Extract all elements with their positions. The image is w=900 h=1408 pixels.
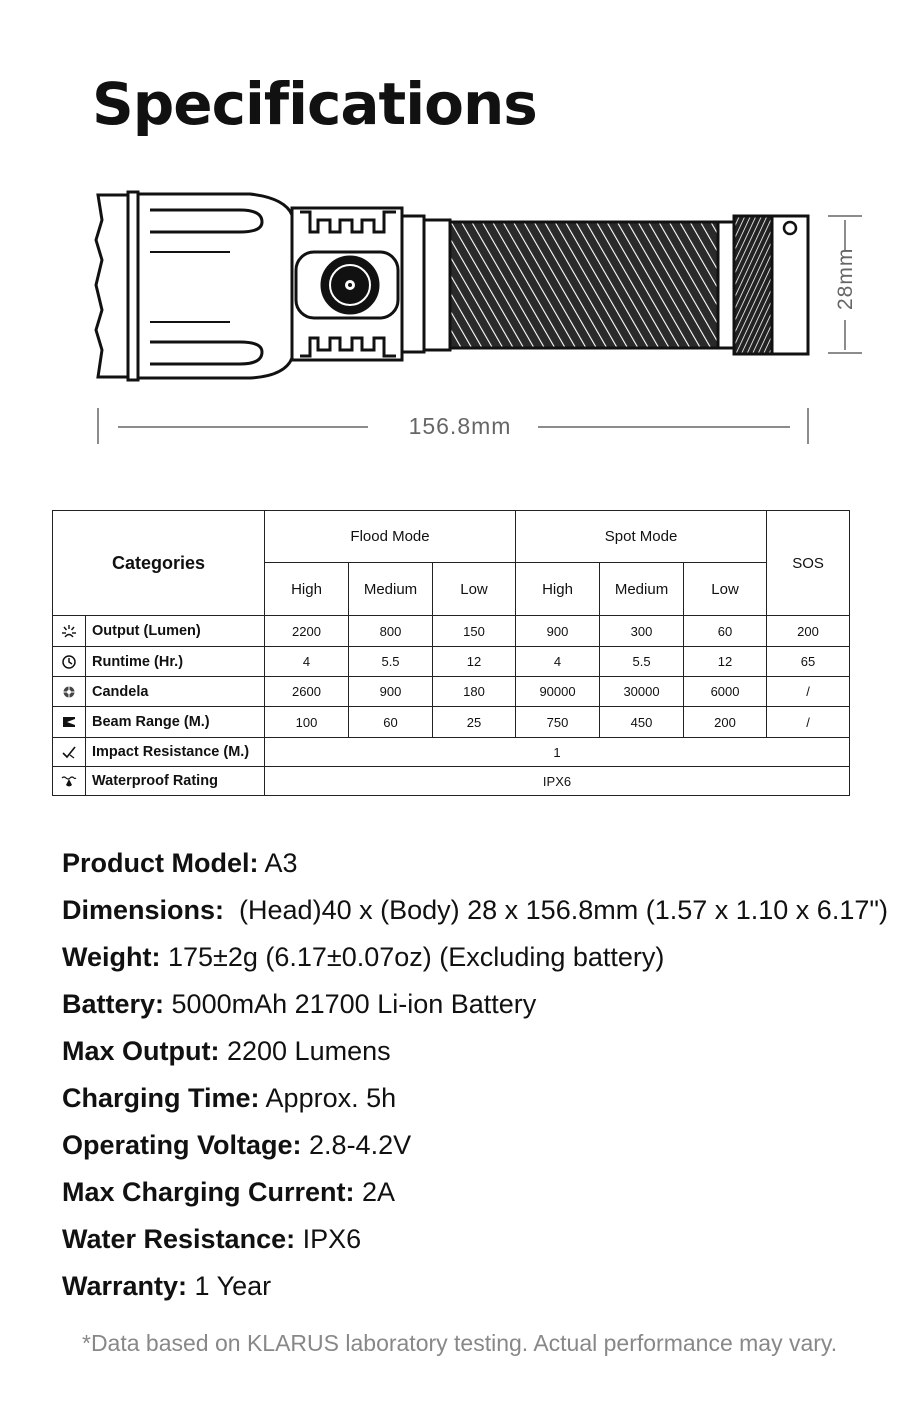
table-cell: 450 — [600, 707, 684, 738]
table-cell: 4 — [516, 647, 600, 677]
spec-label: Warranty: — [62, 1271, 188, 1301]
table-cell: 5.5 — [349, 647, 433, 677]
spot-mode-header: Spot Mode — [516, 511, 767, 563]
table-cell: / — [767, 707, 850, 738]
spec-charging-time — [62, 1077, 892, 1124]
flood-low-header: Low — [433, 563, 516, 616]
table-cell: 800 — [349, 616, 433, 647]
row-label-runtime: Runtime (Hr.) — [86, 647, 265, 677]
spec-label: Dimensions: — [62, 895, 225, 925]
spec-warranty — [62, 1265, 892, 1312]
table-cell: 60 — [684, 616, 767, 647]
table-cell: 30000 — [600, 677, 684, 707]
spec-label: Water Resistance: — [62, 1224, 296, 1254]
spec-battery — [62, 983, 892, 1030]
table-cell: 65 — [767, 647, 850, 677]
runtime-clock-icon — [61, 654, 77, 670]
table-cell: 300 — [600, 616, 684, 647]
spec-value: 2.8-4.2V — [301, 1130, 412, 1160]
spec-weight — [62, 936, 892, 983]
table-cell: 25 — [433, 707, 516, 738]
table-cell: 1 — [265, 738, 850, 767]
table-cell: 60 — [349, 707, 433, 738]
spec-dimensions — [62, 889, 892, 936]
candela-icon — [61, 684, 77, 700]
table-cell: 900 — [516, 616, 600, 647]
spec-value: Approx. 5h — [259, 1083, 397, 1113]
table-cell: 200 — [767, 616, 850, 647]
table-cell: 150 — [433, 616, 516, 647]
spec-product-model — [62, 842, 892, 889]
row-label-beam-range: Beam Range (M.) — [86, 707, 265, 738]
table-cell: / — [767, 677, 850, 707]
spec-label: Weight: — [62, 942, 161, 972]
spec-value: 2200 Lumens — [219, 1036, 391, 1066]
table-cell: 12 — [433, 647, 516, 677]
spec-operating-voltage — [62, 1124, 892, 1171]
spec-label: Max Output: — [62, 1036, 220, 1066]
spec-label: Battery: — [62, 989, 165, 1019]
table-cell: 100 — [265, 707, 349, 738]
table-cell: 900 — [349, 677, 433, 707]
output-icon — [61, 623, 77, 639]
flood-medium-header: Medium — [349, 563, 433, 616]
spec-value: 2A — [354, 1177, 396, 1207]
spec-value: 5000mAh 21700 Li-ion Battery — [164, 989, 537, 1019]
flashlight-drawing — [96, 192, 808, 380]
table-row — [53, 767, 850, 796]
impact-icon — [61, 744, 77, 760]
spec-value: 1 Year — [187, 1271, 272, 1301]
spec-label: Max Charging Current: — [62, 1177, 355, 1207]
spec-value: (Head)40 x (Body) 28 x 156.8mm (1.57 x 1.10 x 6.17") — [224, 895, 888, 925]
table-cell: 90000 — [516, 677, 600, 707]
table-cell: 750 — [516, 707, 600, 738]
beam-range-icon — [61, 714, 77, 730]
table-cell: 200 — [684, 707, 767, 738]
categories-header: Categories — [53, 511, 265, 616]
table-cell: 12 — [684, 647, 767, 677]
diameter-label: 28mm — [834, 247, 857, 310]
table-cell: 4 — [265, 647, 349, 677]
flood-high-header: High — [265, 563, 349, 616]
spec-water-resistance — [62, 1218, 892, 1265]
spec-label: Operating Voltage: — [62, 1130, 302, 1160]
performance-table — [52, 510, 850, 796]
row-label-candela: Candela — [86, 677, 265, 707]
flood-mode-header: Flood Mode — [265, 511, 516, 563]
table-row — [53, 707, 850, 738]
row-label-impact: Impact Resistance (M.) — [86, 738, 265, 767]
spec-max-charging-current — [62, 1171, 892, 1218]
table-cell: 6000 — [684, 677, 767, 707]
table-row — [53, 616, 850, 647]
spec-max-output — [62, 1030, 892, 1077]
spec-label: Product Model: — [62, 848, 259, 878]
table-cell: 2600 — [265, 677, 349, 707]
spec-value: A3 — [258, 848, 298, 878]
table-row — [53, 677, 850, 707]
table-cell: IPX6 — [265, 767, 850, 796]
row-label-waterproof: Waterproof Rating — [86, 767, 265, 796]
spec-label: Charging Time: — [62, 1083, 260, 1113]
spec-value: IPX6 — [295, 1224, 362, 1254]
table-row — [53, 738, 850, 767]
spec-value: 175±2g (6.17±0.07oz) (Excluding battery) — [160, 942, 665, 972]
waterproof-icon — [61, 773, 77, 789]
length-label: 156.8mm — [408, 413, 512, 439]
table-cell: 180 — [433, 677, 516, 707]
table-row — [53, 647, 850, 677]
table-cell: 5.5 — [600, 647, 684, 677]
spot-high-header: High — [516, 563, 600, 616]
spot-low-header: Low — [684, 563, 767, 616]
page-title: Specifications — [92, 70, 537, 138]
spot-medium-header: Medium — [600, 563, 684, 616]
sos-header: SOS — [767, 511, 850, 616]
footnote: *Data based on KLARUS laboratory testing. Actual performance may vary. — [82, 1330, 838, 1356]
table-cell: 2200 — [265, 616, 349, 647]
row-label-output: Output (Lumen) — [86, 616, 265, 647]
spec-list — [62, 842, 892, 1312]
